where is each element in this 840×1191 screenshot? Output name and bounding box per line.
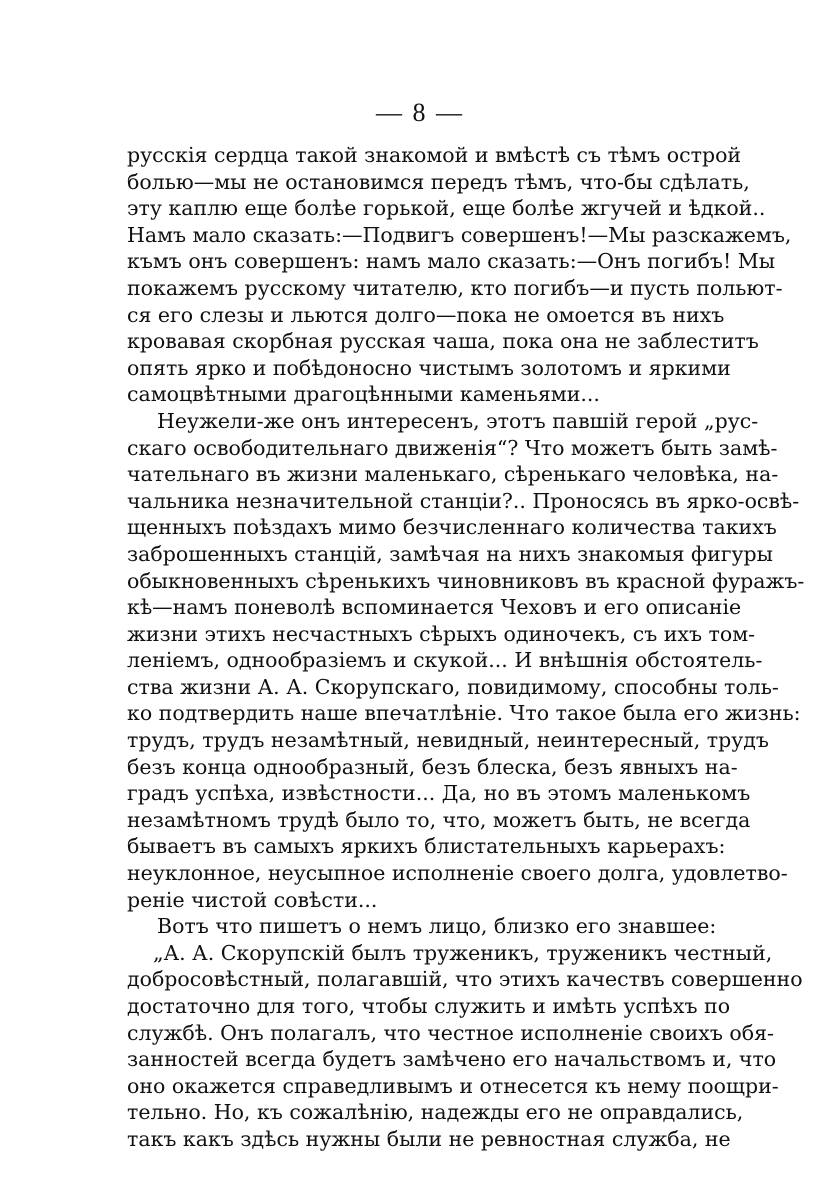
- text-line: ства жизни А. А. Скорупскаго, повидимому, способны толь-: [127, 674, 779, 699]
- text-line: леніемъ, однообразіемъ и скукой... И внѣшнія обстоятель-: [127, 648, 763, 673]
- page-number: — 8 —: [376, 98, 464, 127]
- text-line: оно окажется справедливымъ и отнесется къ нему поощри-: [127, 1073, 779, 1098]
- text-line: ся его слезы и льются долго—пока не омоется въ нихъ: [127, 302, 725, 327]
- text-line: службѣ. Онъ полагалъ, что честное исполненіе своихъ обя-: [127, 1020, 774, 1045]
- text-line: жизни этихъ несчастныхъ сѣрыхъ одиночекъ, съ ихъ том-: [127, 621, 756, 646]
- text-line: покажемъ русскому читателю, кто погибъ—и пусть польют-: [127, 275, 783, 300]
- text-line: самоцвѣтными драгоцѣнными каменьями...: [127, 382, 600, 407]
- text-line: „А. А. Скорупскій былъ труженикъ, труженикъ честный,: [153, 940, 773, 965]
- text-line: реніе чистой совѣсти...: [127, 887, 378, 912]
- text-line: достаточно для того, чтобы служить и имѣть успѣхъ по: [127, 994, 731, 1018]
- text-line: ко подтвердить наше впечатлѣніе. Что такое была его жизнь:: [127, 701, 801, 726]
- text-line: Намъ мало сказать:—Подвигъ совершенъ!—Мы разскажемъ,: [127, 222, 792, 247]
- text-line: трудъ, трудъ незамѣтный, невидный, неинтересный, трудъ: [127, 728, 769, 753]
- paragraph-4-quote: [127, 940, 803, 1153]
- text-line: щенныхъ поѣздахъ мимо безчисленнаго количества такихъ: [127, 515, 777, 540]
- text-line: эту каплю еще болѣе горькой, еще болѣе жгучей и ѣдкой..: [127, 196, 766, 221]
- text-line: Неужели-же онъ интересенъ, этотъ павшій герой „рус-: [157, 408, 759, 433]
- paragraph-3: [127, 913, 719, 940]
- text-line: Вотъ что пишетъ о немъ лицо, близко его знавшее:: [157, 914, 717, 939]
- text-line: занностей всегда будетъ замѣчено его начальствомъ и, что: [127, 1047, 777, 1072]
- text-line: такъ какъ здѣсь нужны были не ревностная служба, не: [127, 1126, 731, 1151]
- text-line: обыкновенныхъ сѣренькихъ чиновниковъ въ красной фуражъ-: [127, 568, 805, 593]
- body-text: [127, 142, 805, 1153]
- text-line: чальника незначительной станціи?.. Проносясь въ ярко-освѣ-: [127, 488, 800, 513]
- text-line: тельно. Но, къ сожалѣнію, надежды его не оправдались,: [127, 1100, 744, 1125]
- text-line: неуклонное, неусыпное исполненіе своего долга, удовлетво-: [127, 861, 788, 886]
- text-line: русскія сердца такой знакомой и вмѣстѣ съ тѣмъ острой: [127, 143, 742, 167]
- text-line: градъ успѣха, извѣстности... Да, но въ этомъ маленькомъ: [127, 781, 751, 806]
- paragraph-1: [127, 142, 792, 408]
- text-line: чательнаго въ жизни маленькаго, сѣренькаго человѣка, на-: [127, 462, 779, 487]
- text-line: болью—мы не остановимся передъ тѣмъ, что-бы сдѣлать,: [127, 169, 750, 194]
- text-line: кѣ—намъ поневолѣ вспоминается Чеховъ и его описаніе: [127, 595, 742, 620]
- text-line: безъ конца однообразный, безъ блеска, безъ явныхъ на-: [127, 754, 738, 779]
- text-line: скаго освободительнаго движенія“? Что можетъ быть замѣ-: [127, 435, 778, 460]
- paragraph-2: [127, 408, 805, 913]
- text-line: заброшенныхъ станцій, замѣчая на нихъ знакомыя фигуры: [127, 541, 773, 566]
- text-line: къмъ онъ совершенъ: намъ мало сказать:—Онъ погибъ! Мы: [127, 249, 776, 274]
- text-line: бываетъ въ самыхъ яркихъ блистательныхъ карьерахъ:: [127, 834, 726, 859]
- text-line: незамѣтномъ трудѣ было то, что, можетъ быть, не всегда: [127, 807, 751, 832]
- text-line: опять ярко и побѣдоносно чистымъ золотомъ и яркими: [127, 355, 731, 380]
- text-line: добросовѣстный, полагавшій, что этихъ качествъ совершенно: [127, 967, 803, 992]
- text-line: кровавая скорбная русская чаша, пока она не заблеститъ: [127, 329, 759, 354]
